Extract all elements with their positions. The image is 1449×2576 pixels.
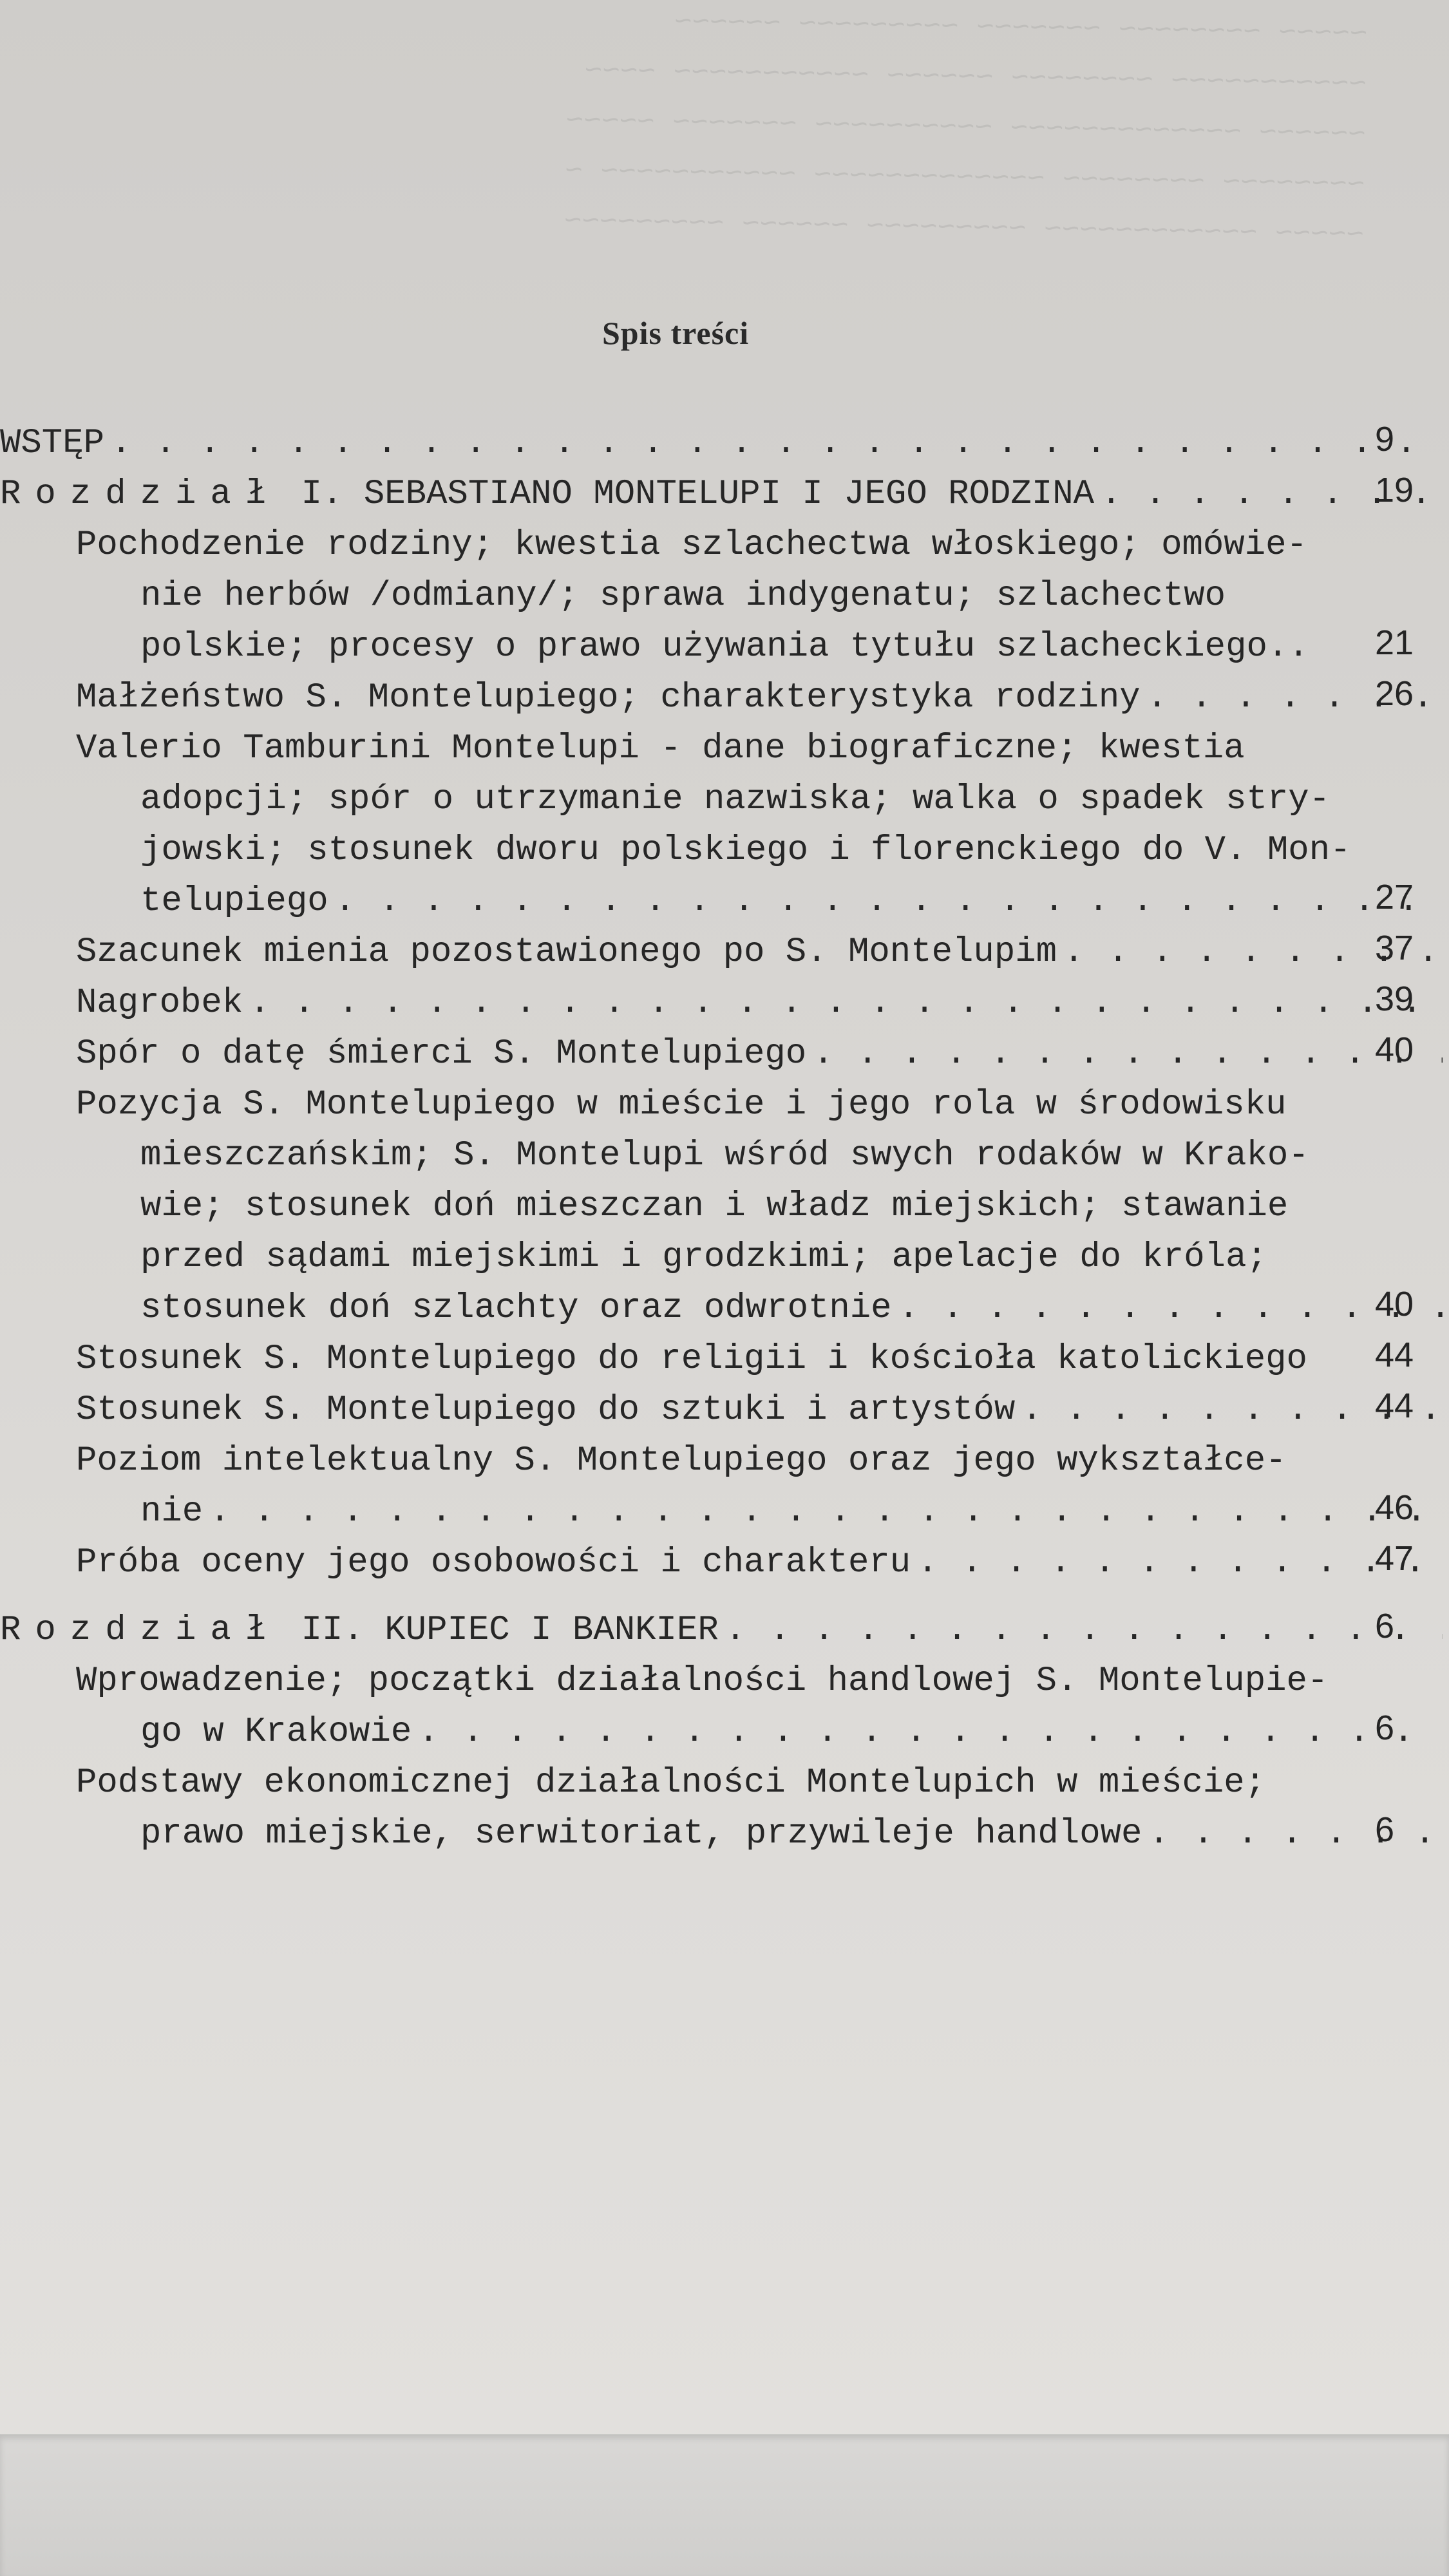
toc-entry-line — [0, 1650, 1449, 1701]
toc-entry-text: telupiego — [140, 882, 328, 921]
chapter-gap — [0, 1582, 1449, 1599]
dot-leader — [1148, 1814, 1443, 1853]
toc-entry-text: Nagrobek — [76, 983, 243, 1023]
dot-leader — [725, 1611, 1443, 1650]
page-bottom-edge — [0, 2434, 1449, 2576]
toc-entry-wstep — [0, 412, 1449, 463]
toc-page-number: 40 — [1375, 1285, 1414, 1323]
chapter-title: I. SEBASTIANO MONTELUPI I JEGO RODZINA — [280, 475, 1095, 514]
toc-entry-line — [0, 514, 1449, 565]
toc-entry-line — [0, 1277, 1449, 1328]
toc-entry-line — [0, 616, 1449, 667]
toc-entry-line — [0, 1226, 1449, 1277]
chapter-label: Rozdział — [0, 475, 281, 514]
toc-entry-text: Poziom intelektualny S. Montelupiego oraz jego wykształce- — [76, 1441, 1287, 1481]
toc-page-number: 37 — [1375, 929, 1414, 967]
dot-leader — [813, 1034, 1443, 1074]
dot-leader — [917, 1543, 1443, 1582]
toc-entry-text: polskie; procesy o prawo używania tytułu szlacheckiego.. — [140, 627, 1309, 667]
toc-page-number: 26 — [1375, 674, 1414, 713]
toc-page-number: 6 — [1375, 1607, 1395, 1645]
toc-page-number: 19 — [1375, 471, 1414, 509]
toc-page-number: 47 — [1375, 1539, 1414, 1578]
toc-entry-text: Pochodzenie rodziny; kwestia szlachectwa włoskiego; omówie- — [76, 526, 1307, 565]
toc-entry-line — [0, 819, 1449, 870]
toc-entry-line — [0, 768, 1449, 819]
toc-entry-line — [0, 972, 1449, 1023]
toc-entry-text: przed sądami miejskimi i grodzkimi; apelacje do króla; — [140, 1238, 1267, 1277]
toc-entry-line — [0, 1481, 1449, 1531]
toc-entry-line — [0, 1124, 1449, 1175]
toc-entry-text: Wprowadzenie; początki działalności handlowej S. Montelupie- — [76, 1662, 1329, 1701]
toc-chapter-1 — [0, 463, 1449, 514]
toc-entry-line — [0, 1074, 1449, 1124]
toc-entry-text: Valerio Tamburini Montelupi - dane biograficzne; kwestia — [76, 729, 1245, 768]
toc-entry-line — [0, 565, 1449, 616]
toc-entry-text: go w Krakowie — [140, 1712, 412, 1752]
toc-entry-line — [0, 870, 1449, 921]
dot-leader — [335, 882, 1443, 921]
toc-page-number: 44 — [1375, 1336, 1414, 1374]
table-of-contents — [0, 412, 1449, 1853]
show-through-text: ~~~~~ ~~~~~~~~ ~~~~~~~ ~~~~~~~~~ ~~~~~~ ~~~~~~~~~~~ ~~~~~~~~ ~~~~~~ ~~~~~~~~~~~ ~~~~ ~~~~~~ ~~~~~~~~~~~~~ ~~~~~~~~~~ ~~~~~~~ ~~~~~ ~~~~~~~~ ~~~~~~~~ ~~~~~~~~~~~~~ ~~~~~~~~~~~ ~ ~~~~~ ~~~~~~~~~~~~ ~~~~~~~~~ ~~~~~~ ~~~~~~~~~ — [564, 6, 1368, 252]
dot-leader — [898, 1289, 1443, 1328]
dot-leader — [111, 424, 1443, 463]
toc-entry-text: Podstawy ekonomicznej działalności Montelupich w mieście; — [76, 1763, 1266, 1803]
toc-entry-text: Stosunek S. Montelupiego do religii i kościoła katolickiego — [76, 1340, 1307, 1379]
toc-entry-line — [0, 1803, 1449, 1853]
dot-leader — [209, 1492, 1443, 1531]
toc-entry-text: Spór o datę śmierci S. Montelupiego — [76, 1034, 807, 1074]
toc-entry-text: Pozycja S. Montelupiego w mieście i jego rola w środowisku — [76, 1085, 1287, 1124]
toc-entry-text: Małżeństwo S. Montelupiego; charakterystyka rodziny — [76, 678, 1141, 717]
toc-entry-text: Próba oceny jego osobowości i charakteru — [76, 1543, 911, 1582]
toc-entry-line — [0, 1531, 1449, 1582]
toc-page-number: 46 — [1375, 1488, 1414, 1527]
toc-entry-text: nie herbów /odmiany/; sprawa indygenatu; szlachectwo — [140, 576, 1226, 616]
page-title: Spis treści — [602, 315, 750, 351]
toc-page-number: 9 — [1375, 420, 1395, 459]
toc-page-number: 44 — [1375, 1387, 1414, 1425]
toc-entry-text: wie; stosunek doń mieszczan i władz miejskich; stawanie — [140, 1187, 1289, 1226]
toc-entry-line — [0, 1328, 1449, 1379]
toc-entry-text: Stosunek S. Montelupiego do sztuki i artystów — [76, 1390, 1016, 1430]
toc-entry-text: WSTĘP — [0, 424, 105, 463]
toc-entry-line — [0, 667, 1449, 717]
toc-entry-text: prawo miejskie, serwitoriat, przywileje handlowe — [140, 1814, 1142, 1853]
toc-entry-line — [0, 1379, 1449, 1430]
toc-entry-line — [0, 1752, 1449, 1803]
toc-page-number: 6 — [1375, 1810, 1395, 1849]
toc-chapter-2 — [0, 1599, 1449, 1650]
toc-entry-text: stosunek doń szlachty oraz odwrotnie — [140, 1289, 892, 1328]
toc-entry-line — [0, 717, 1449, 768]
chapter-title: II. KUPIEC I BANKIER — [280, 1611, 719, 1650]
dot-leader — [249, 983, 1443, 1023]
toc-entry-line — [0, 1175, 1449, 1226]
toc-page-number: 27 — [1375, 878, 1414, 916]
chapter-label: Rozdział — [0, 1611, 281, 1650]
toc-entry-text: adopcji; spór o utrzymanie nazwiska; walka o spadek stry- — [140, 780, 1331, 819]
toc-entry-line — [0, 921, 1449, 972]
toc-page-number: 39 — [1375, 980, 1414, 1018]
toc-page-number: 6 — [1375, 1709, 1395, 1747]
toc-page-number: 21 — [1375, 623, 1414, 662]
toc-entry-text: Szacunek mienia pozostawionego po S. Montelupim — [76, 933, 1057, 972]
toc-page-number: 40 — [1375, 1030, 1414, 1069]
toc-entry-line — [0, 1430, 1449, 1481]
toc-entry-text: nie — [140, 1492, 204, 1531]
dot-leader — [418, 1712, 1443, 1752]
toc-entry-line — [0, 1701, 1449, 1752]
toc-entry-line — [0, 1023, 1449, 1074]
toc-entry-text: mieszczańskim; S. Montelupi wśród swych rodaków w Krako- — [140, 1136, 1309, 1175]
toc-entry-text: jowski; stosunek dworu polskiego i florenckiego do V. Mon- — [140, 831, 1351, 870]
